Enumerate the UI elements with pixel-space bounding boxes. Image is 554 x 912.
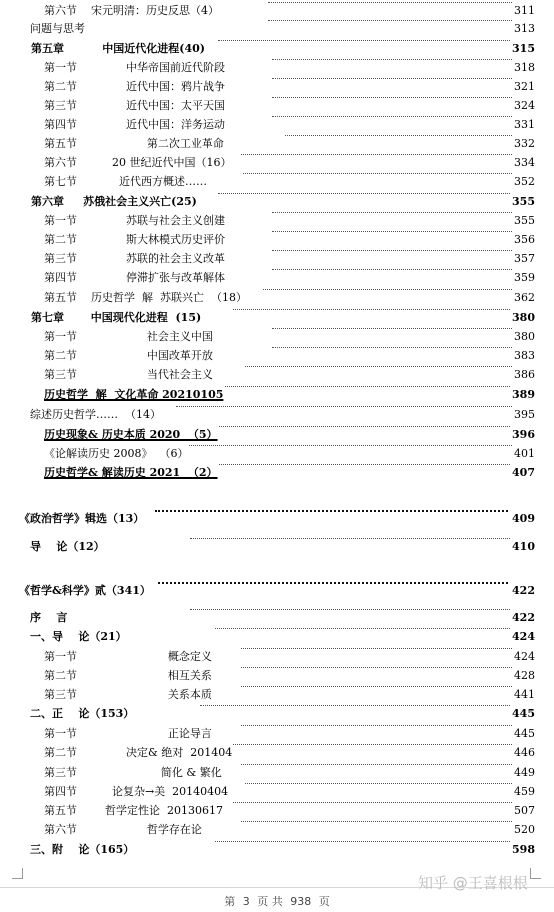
toc-leader-dots [200,705,520,706]
toc-leader-dots [241,686,520,687]
toc-page-number: 459 [512,783,535,801]
toc-entry[interactable] [0,309,554,327]
toc-entry[interactable] [0,173,554,191]
toc-leader-dots [272,116,520,117]
toc-page-number: 324 [512,97,535,115]
toc-entry[interactable] [0,445,554,463]
footer-mid: 页 共 [257,895,283,908]
toc-entry-title: 综述历史哲学…… （14） [30,406,162,424]
toc-page-number: 389 [510,386,535,404]
toc-entry-title: 三、附 论（165） [30,841,135,859]
toc-page-number: 355 [512,212,535,230]
toc-entry-title: 第一节 正论导言 [44,725,213,743]
toc-page-number: 321 [512,78,535,96]
toc-entry-title: 第三节 苏联的社会主义改革 [44,250,226,268]
toc-entry-title: 第七节 近代西方概述…… [44,173,208,191]
toc-entry-title: 第五节 第二次工业革命 [44,135,225,153]
toc-leader-dots [272,59,520,60]
toc-leader-dots [158,582,520,584]
toc-page-number: 441 [512,686,535,704]
toc-entry-title: 第二节 斯大林模式历史评价 [44,231,226,249]
toc-page-number: 422 [510,582,535,600]
toc-entry[interactable] [0,783,554,801]
toc-entry[interactable] [0,347,554,365]
toc-entry-title: 导 论（12） [30,538,106,556]
toc-entry-title: 历史哲学& 解读历史 2021 （2） [44,464,219,482]
toc-entry-title: 第六节 宋元明清：历史反思（4） [44,2,220,20]
toc-leader-dots [241,821,520,822]
toc-entry-title: 第五节 历史哲学 解 苏联兴亡 （18） [44,289,248,307]
toc-page-number: 407 [510,464,535,482]
toc-leader-dots [241,667,520,668]
toc-leader-dots [215,628,520,629]
toc-leader-dots [272,231,520,232]
toc-leader-dots [272,250,520,251]
toc-entry-title: 序 言 [30,609,68,627]
toc-leader-dots [204,464,520,465]
toc-entry[interactable] [0,366,554,384]
toc-entry[interactable] [0,40,554,58]
toc-leader-dots [215,744,520,745]
footer-prefix: 第 [224,895,236,908]
toc-entry-title: 第四节 近代中国：洋务运动 [44,116,226,134]
toc-page-number: 507 [512,802,535,820]
toc-entry-title: 第五节 哲学定性论 20130617 [44,802,224,820]
toc-leader-dots [272,328,520,329]
toc-page-number: 386 [512,366,535,384]
toc-entry[interactable] [0,821,554,839]
toc-entry-title: 第三节 关系本质 [44,686,213,704]
toc-entry-title: 第六节 哲学存在论 [44,821,203,839]
toc-leader-dots [186,445,520,446]
toc-page-number: 396 [510,426,535,444]
toc-entry[interactable] [0,582,554,600]
toc-entry-title: 《哲学&科学》贰（341） [19,582,152,600]
toc-page-number: 315 [510,40,535,58]
toc-leader-dots [233,802,520,803]
toc-entry[interactable] [0,705,554,723]
toc-entry[interactable] [0,841,554,859]
toc-leader-dots [241,764,520,765]
toc-entry[interactable] [0,802,554,820]
toc-page-number: 445 [510,705,535,723]
toc-leader-dots [190,609,520,610]
toc-page-number: 383 [512,347,535,365]
toc-entry-title: 第一节 社会主义中国 [44,328,214,346]
toc-entry-title: 第五章 中国近代化进程(40) [31,40,206,58]
toc-leader-dots [218,40,520,41]
toc-page-number: 401 [512,445,535,463]
toc-entry[interactable] [0,406,554,424]
toc-entry-title: 一、导 论（21） [30,628,128,646]
toc-leader-dots [190,538,520,539]
toc-entry[interactable] [0,328,554,346]
footer-total-pages: 938 [290,895,312,908]
toc-entry-title: 第一节 中华帝国前近代阶段 [44,59,226,77]
toc-entry[interactable] [0,764,554,782]
toc-entry-title: 第二节 决定& 绝对 201404 [44,744,233,762]
toc-leader-dots [243,173,520,174]
toc-leader-dots [215,426,520,427]
toc-page-number: 428 [512,667,535,685]
toc-entry-title: 第二节 中国改革开放 [44,347,214,365]
toc-entry-title: 第二节 相互关系 [44,667,213,685]
toc-leader-dots [241,725,520,726]
toc-page-number: 352 [512,173,535,191]
toc-page-number: 520 [512,821,535,839]
toc-entry[interactable] [0,510,554,528]
toc-entry[interactable] [0,193,554,211]
toc-entry[interactable] [0,97,554,115]
toc-page-number: 409 [510,510,535,528]
toc-entry[interactable] [0,538,554,556]
toc-page-number: 380 [510,309,535,327]
toc-entry[interactable] [0,464,554,482]
toc-page-number: 446 [512,744,535,762]
toc-leader-dots [272,78,520,79]
page-footer [0,893,554,909]
toc-leader-dots [241,648,520,649]
toc-entry[interactable] [0,269,554,287]
toc-entry[interactable] [0,78,554,96]
toc-entry-title: 第四节 论复杂→美 20140404 [44,783,229,801]
toc-leader-dots [272,97,520,98]
toc-entry[interactable] [0,648,554,666]
toc-page-number: 395 [512,406,535,424]
toc-leader-dots [245,783,520,784]
toc-entry-title: 第六节 20 世纪近代中国（16） [44,154,232,172]
zhihu-watermark: 知乎 @王喜根根 [418,874,528,892]
toc-entry-title: 《政治哲学》辑选（13） [19,510,145,528]
toc-entry[interactable] [0,212,554,230]
toc-entry[interactable] [0,116,554,134]
toc-entry[interactable] [0,289,554,307]
toc-entry-title: 第二节 近代中国：鸦片战争 [44,78,226,96]
toc-leader-dots [176,406,520,407]
toc-entry[interactable] [0,386,554,404]
toc-leader-dots [272,347,520,348]
toc-entry[interactable] [0,725,554,743]
toc-page-number: 424 [510,628,535,646]
toc-entry-title: 第六章 苏俄社会主义兴亡(25) [31,193,198,211]
toc-page-number: 355 [510,193,535,211]
toc-entry[interactable] [0,2,554,20]
toc-leader-dots [218,193,520,194]
toc-entry-title: 历史哲学 解 文化革命 20210105 [44,386,224,404]
footer-suffix: 页 [318,895,330,908]
toc-page-number: 598 [510,841,535,859]
toc-leader-dots [272,269,520,270]
toc-leader-dots [268,2,520,3]
toc-entry-title: 第一节 概念定义 [44,648,213,666]
toc-leader-dots [268,20,520,21]
toc-entry-title: 二、正 论（153） [30,705,135,723]
toc-entry[interactable] [0,231,554,249]
toc-entry[interactable] [0,20,554,38]
toc-page-number: 318 [512,59,535,77]
footer-current-page: 3 [242,895,250,908]
toc-leader-dots [221,386,520,387]
toc-leader-dots [155,510,520,512]
toc-page-number: 359 [512,269,535,287]
toc-entry-title: 第三节 当代社会主义 [44,366,214,384]
toc-page-number: 424 [512,648,535,666]
toc-leader-dots [241,154,520,155]
toc-leader-dots [263,289,520,290]
toc-entry[interactable] [0,686,554,704]
toc-page-number: 380 [512,328,535,346]
toc-page-number: 449 [512,764,535,782]
toc-entry[interactable] [0,744,554,762]
toc-leader-dots [285,135,520,136]
toc-entry-title: 第一节 苏联与社会主义创建 [44,212,226,230]
toc-entry[interactable] [0,628,554,646]
toc-entry[interactable] [0,59,554,77]
page-corner-mark-left [12,868,23,879]
toc-entry-title: 第四节 停滞扩张与改革解体 [44,269,226,287]
toc-entry-title: 《论解读历史 2008》 （6） [44,445,189,463]
toc-entry[interactable] [0,135,554,153]
toc-page-number: 332 [512,135,535,153]
toc-entry-title: 问题与思考 [30,20,86,38]
toc-page-number: 422 [510,609,535,627]
toc-leader-dots [245,366,520,367]
toc-page-number: 331 [512,116,535,134]
toc-entry-title: 第三节 近代中国：太平天国 [44,97,226,115]
toc-page-number: 362 [512,289,535,307]
toc-page-number: 445 [512,725,535,743]
toc-page-number: 313 [512,20,535,38]
page-corner-mark-right [530,868,541,879]
toc-entry-title: 历史现象& 历史本质 2020 （5） [44,426,219,444]
toc-entry[interactable] [0,250,554,268]
toc-entry[interactable] [0,154,554,172]
toc-page-number: 357 [512,250,535,268]
toc-entry-title: 第七章 中国现代化进程 (15) [31,309,202,327]
toc-entry[interactable] [0,667,554,685]
toc-page-number: 356 [512,231,535,249]
toc-leader-dots [233,309,520,310]
toc-leader-dots [215,841,520,842]
toc-entry[interactable] [0,609,554,627]
toc-page-number: 334 [512,154,535,172]
toc-entry-title: 第三节 简化 & 繁化 [44,764,223,782]
toc-page-number: 410 [510,538,535,556]
toc-leader-dots [272,212,520,213]
toc-entry[interactable] [0,426,554,444]
toc-page-number: 311 [512,2,535,20]
